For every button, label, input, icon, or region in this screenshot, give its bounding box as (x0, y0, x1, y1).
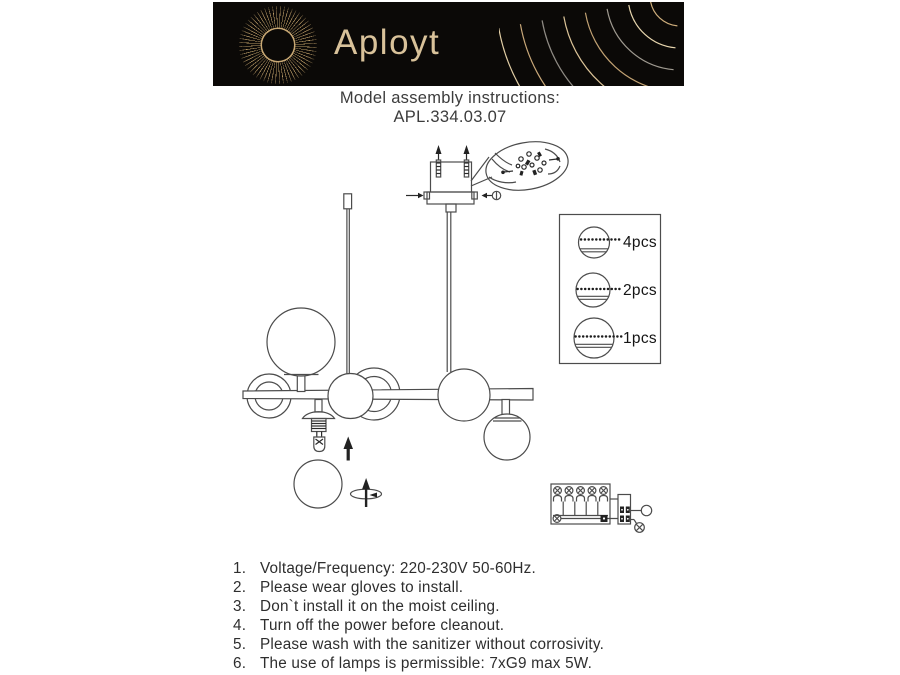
instruction-number: 5. (233, 636, 247, 653)
terminal-screws (553, 487, 608, 516)
g9-bulb-icon (314, 432, 325, 452)
instruction-number: 1. (233, 560, 247, 577)
socket-and-bulb-detail (294, 400, 382, 509)
legend-globe-medium (576, 273, 622, 307)
twist-rotation-icon (351, 478, 382, 507)
instruction-text: Turn off the power before cleanout. (260, 617, 505, 634)
detached-globe (294, 460, 342, 508)
wiring-diagram (551, 484, 652, 532)
brand-name: Aployt (334, 23, 441, 62)
instruction-item (233, 578, 604, 597)
instruction-number: 2. (233, 579, 247, 596)
instruction-item (233, 616, 604, 635)
instruction-text: Please wear gloves to install. (260, 579, 464, 596)
legend-qty-medium: 2pcs (623, 281, 657, 299)
instruction-number: 6. (233, 655, 247, 672)
legend-qty-large: 1pcs (623, 329, 657, 347)
legend-globe-large (574, 318, 622, 358)
instruction-item (233, 635, 604, 654)
suspension-rod (344, 194, 352, 374)
model-number: APL.334.03.07 (393, 107, 507, 126)
insert-arrow-icon (344, 437, 354, 461)
instruction-text: The use of lamps is permissible: 7xG9 max 5W. (260, 655, 593, 672)
instruction-item (233, 559, 604, 578)
instruction-number: 3. (233, 598, 247, 615)
instruction-item (233, 597, 604, 616)
legend-globe-small (579, 227, 622, 258)
hardware-callout (471, 136, 572, 197)
instruction-text: Don`t install it on the moist ceiling. (260, 598, 500, 615)
instruction-number: 4. (233, 617, 247, 634)
legend-qty-small: 4pcs (623, 233, 657, 251)
chandelier-body (243, 308, 533, 460)
instruction-item (233, 654, 604, 673)
instruction-text: Please wash with the sanitizer without corrosivity. (260, 636, 605, 653)
page-title: Model assembly instructions: (339, 89, 561, 107)
instruction-text: Voltage/Frequency: 220-230V 50-60Hz. (260, 560, 536, 577)
ground-symbol (635, 523, 645, 533)
instruction-list (233, 559, 604, 673)
lamp-symbol (641, 505, 651, 515)
ceiling-canopy (427, 162, 474, 372)
